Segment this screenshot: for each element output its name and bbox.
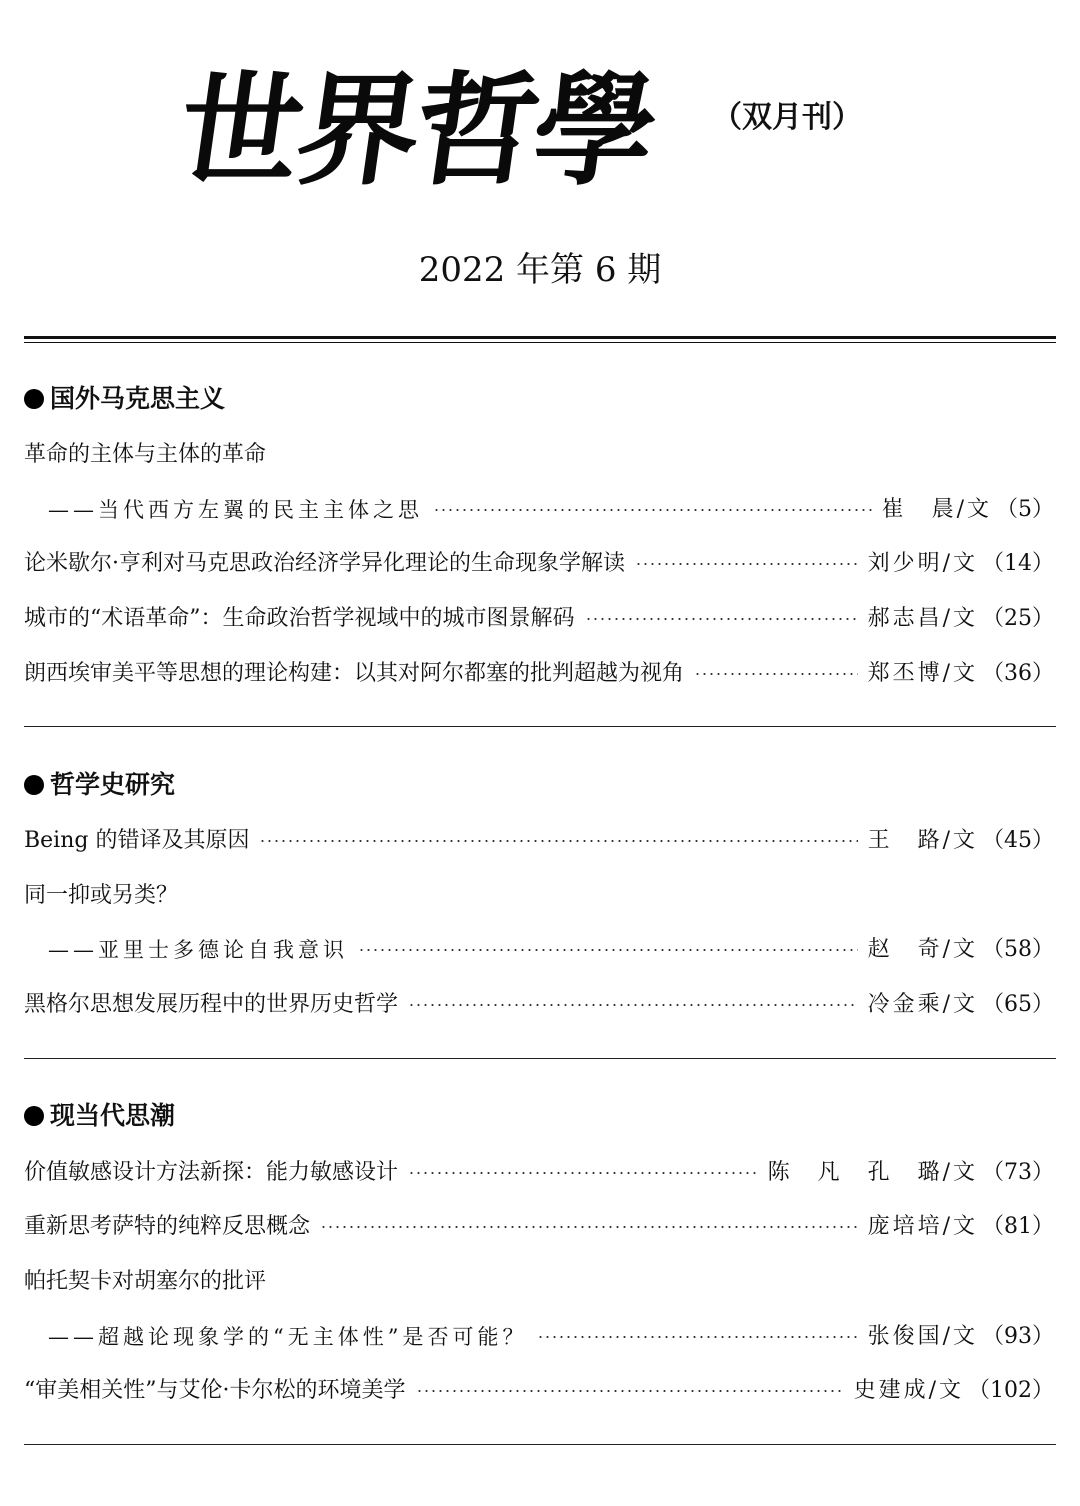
toc-entry[interactable]: [24, 435, 1054, 475]
page-number: （58）: [982, 937, 1054, 962]
toc-entry[interactable]: [24, 985, 1054, 1025]
toc-entry[interactable]: [48, 490, 1054, 530]
section-heading: [24, 1098, 175, 1134]
toc-entry[interactable]: [24, 1207, 1054, 1247]
page-number: （65）: [982, 992, 1054, 1017]
article-subtitle: ——当代西方左翼的民主主体之思: [48, 498, 423, 522]
article-author: 庞培培/文: [867, 1214, 978, 1239]
dot-leader: [416, 1390, 844, 1392]
article-title: 黑格尔思想发展历程中的世界历史哲学: [24, 992, 399, 1017]
article-title: 论米歇尔·亨利对马克思政治经济学异化理论的生命现象学解读: [24, 551, 625, 576]
article-author: 张俊国/文: [867, 1324, 978, 1349]
dot-leader: [585, 618, 858, 620]
page-number: （102）: [968, 1378, 1054, 1403]
page-number: （36）: [982, 661, 1054, 686]
article-author: 刘少明/文: [867, 551, 978, 576]
section-heading: [24, 767, 175, 803]
article-subtitle: ——亚里士多德论自我意识: [48, 938, 348, 962]
article-author: 王 路/文: [867, 828, 978, 853]
dot-leader: [320, 1226, 858, 1228]
dot-leader: [358, 949, 858, 951]
toc-entry[interactable]: [48, 930, 1054, 970]
publication-frequency: （双月刊）: [712, 100, 862, 135]
article-subtitle: ——超越论现象学的“无主体性”是否可能？: [48, 1325, 528, 1349]
toc-entry[interactable]: [24, 1371, 1054, 1411]
masthead: [0, 40, 1080, 210]
article-title: 革命的主体与主体的革命: [24, 442, 267, 467]
bullet-icon: [24, 389, 44, 409]
dot-leader: [408, 1172, 758, 1174]
issue-number: 2022 年第 6 期: [418, 250, 662, 290]
toc-entry[interactable]: [24, 821, 1054, 861]
toc-entry[interactable]: [24, 1262, 1054, 1302]
page-number: （73）: [982, 1160, 1054, 1185]
journal-title: 世界哲學: [170, 60, 662, 202]
section-heading-text: 国外马克思主义: [50, 384, 226, 413]
article-title: 重新思考萨特的纯粹反思概念: [24, 1214, 311, 1239]
dot-leader: [694, 673, 858, 675]
section-heading: [24, 381, 225, 417]
toc-entry[interactable]: [24, 876, 1054, 916]
toc-entry[interactable]: [24, 1153, 1054, 1193]
section-heading-text: 哲学史研究: [50, 770, 176, 799]
page-number: （93）: [982, 1324, 1054, 1349]
article-title: 同一抑或另类？: [24, 883, 179, 908]
page-number: （45）: [982, 828, 1054, 853]
article-title: 朗西埃审美平等思想的理论构建：以其对阿尔都塞的批判超越为视角: [24, 661, 685, 686]
toc-entry[interactable]: [24, 654, 1054, 694]
article-author: 郑丕博/文: [867, 661, 978, 686]
toc-entry[interactable]: [24, 599, 1054, 639]
article-title: 价值敏感设计方法新探：能力敏感设计: [24, 1160, 399, 1185]
section-divider: [24, 1444, 1056, 1445]
toc-entry[interactable]: [48, 1317, 1054, 1357]
article-author: 赵 奇/文: [867, 937, 978, 962]
bullet-icon: [24, 1106, 44, 1126]
dot-leader: [408, 1004, 858, 1006]
article-title: 帕托契卡对胡塞尔的批评: [24, 1269, 267, 1294]
article-author: 崔 晨/文: [881, 497, 992, 522]
page-number: （14）: [982, 551, 1054, 576]
bullet-icon: [24, 775, 44, 795]
article-author: 郝志昌/文: [867, 606, 978, 631]
dot-leader: [635, 563, 858, 565]
page-number: （5）: [996, 497, 1054, 522]
article-title: 城市的“术语革命”：生命政治哲学视域中的城市图景解码: [24, 606, 575, 631]
dot-leader: [259, 840, 857, 842]
toc-entry[interactable]: [24, 544, 1054, 584]
article-title: Being 的错译及其原因: [24, 828, 250, 853]
section-heading-text: 现当代思潮: [50, 1101, 176, 1130]
page-number: （25）: [982, 606, 1054, 631]
page-number: （81）: [982, 1214, 1054, 1239]
article-author: 陈 凡 孔 璐/文: [767, 1160, 978, 1185]
section-divider: [24, 726, 1056, 727]
article-title: “审美相关性”与艾伦·卡尔松的环境美学: [24, 1378, 406, 1403]
dot-leader: [433, 509, 872, 511]
article-author: 冷金乘/文: [867, 992, 978, 1017]
header-rule-thick: [24, 336, 1056, 339]
dot-leader: [537, 1336, 857, 1338]
article-author: 史建成/文: [853, 1378, 964, 1403]
header-rule-thin: [24, 342, 1056, 343]
section-divider: [24, 1058, 1056, 1059]
